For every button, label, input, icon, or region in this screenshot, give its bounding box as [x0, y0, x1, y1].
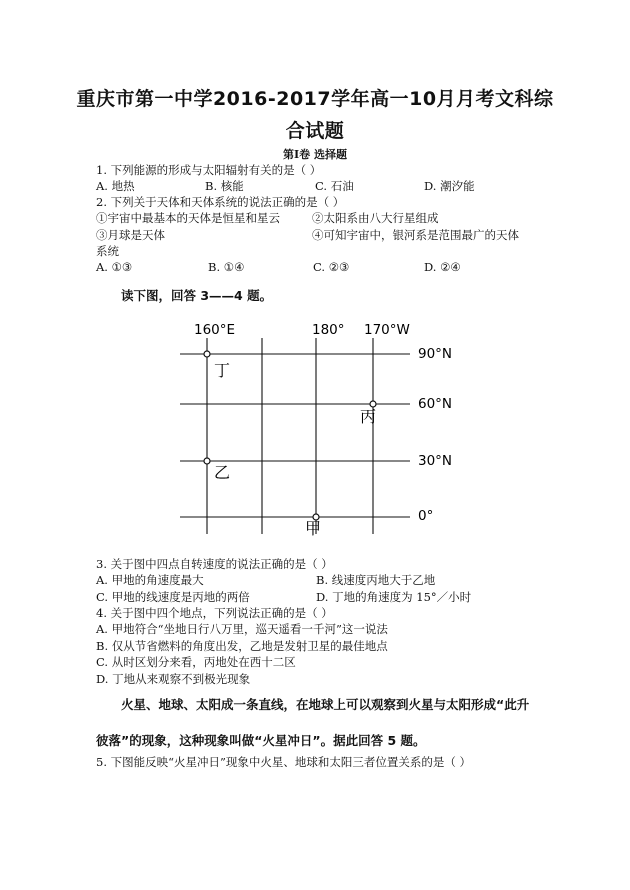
section-heading: 第Ⅰ卷 选择题	[283, 148, 347, 161]
question-4-option-d: D. 丁地从来观察不到极光现象	[96, 672, 251, 686]
question-1-stem: 1. 下列能源的形成与太阳辐射有关的是（ ）	[96, 163, 322, 177]
lat-label-60n: 60°N	[418, 396, 453, 412]
lon-label-160e: 160°E	[194, 322, 236, 338]
question-2-statement-1: ①宇宙中最基本的天体是恒星和星云	[96, 211, 280, 225]
lat-label-90n: 90°N	[418, 346, 453, 362]
question-1-option-c: C. 石油	[315, 179, 354, 193]
question-2-stem: 2. 下列关于天体和天体系统的说法正确的是（ ）	[96, 195, 345, 209]
question-4-option-c: C. 从时区划分来看，丙地处在西十二区	[96, 655, 296, 669]
question-1-option-b: B. 核能	[205, 179, 244, 193]
question-1-option-a: A. 地热	[96, 179, 135, 193]
question-3-option-a: A. 甲地的角速度最大	[96, 573, 204, 587]
exam-title-line1: 重庆市第一中学2016-2017学年高一10月月考文科综	[76, 88, 554, 110]
lat-lon-grid-map	[170, 318, 470, 540]
question-3-option-c: C. 甲地的线速度是丙地的两倍	[96, 590, 250, 604]
point-ding-label: 丁	[214, 361, 231, 380]
question-2-option-c: C. ②③	[313, 260, 350, 274]
question-2-statement-3: ③月球是天体	[96, 228, 165, 242]
lon-label-180: 180°	[312, 322, 345, 338]
point-yi-label: 乙	[214, 463, 231, 482]
point-jia-label: 甲	[305, 519, 322, 538]
question-4-option-a: A. 甲地符合“坐地日行八万里，巡天遥看一千河”这一说法	[96, 622, 388, 636]
question-5-stem: 5. 下图能反映“火星冲日”现象中火星、地球和太阳三者位置关系的是（ ）	[96, 755, 472, 769]
point-bing-label: 丙	[360, 407, 377, 426]
lat-label-30n: 30°N	[418, 453, 453, 469]
question-2-option-b: B. ①④	[208, 260, 245, 274]
point-yi-marker	[204, 458, 210, 464]
question-1-option-d: D. 潮汐能	[424, 179, 475, 193]
passage-line-1: 火星、地球、太阳成一条直线，在地球上可以观察到火星与太阳形成“此升	[121, 697, 530, 712]
question-4-option-b: B. 仅从节省燃料的角度出发，乙地是发射卫星的最佳地点	[96, 639, 388, 653]
question-3-stem: 3. 关于图中四点自转速度的说法正确的是（ ）	[96, 557, 333, 571]
passage-line-2: 彼落”的现象，这种现象叫做“火星冲日”。据此回答 5 题。	[96, 733, 426, 748]
point-ding-marker	[204, 351, 210, 357]
lon-label-170w: 170°W	[364, 322, 410, 338]
question-2-option-d: D. ②④	[424, 260, 461, 274]
question-2-statement-2: ②太阳系由八大行星组成	[312, 211, 439, 225]
map-intro: 读下图，回答 3——4 题。	[121, 288, 273, 303]
question-2-statement-4-cont: 系统	[96, 244, 119, 258]
exam-title-line2: 合试题	[285, 120, 345, 142]
question-3-option-d: D. 丁地的角速度为 15°／小时	[316, 590, 472, 604]
question-3-option-b: B. 线速度丙地大于乙地	[316, 573, 436, 587]
question-4-stem: 4. 关于图中四个地点，下列说法正确的是（ ）	[96, 606, 333, 620]
lat-label-0: 0°	[418, 508, 434, 524]
question-2-statement-4: ④可知宇宙中，银河系是范围最广的天体	[312, 228, 519, 242]
question-2-option-a: A. ①③	[96, 260, 133, 274]
